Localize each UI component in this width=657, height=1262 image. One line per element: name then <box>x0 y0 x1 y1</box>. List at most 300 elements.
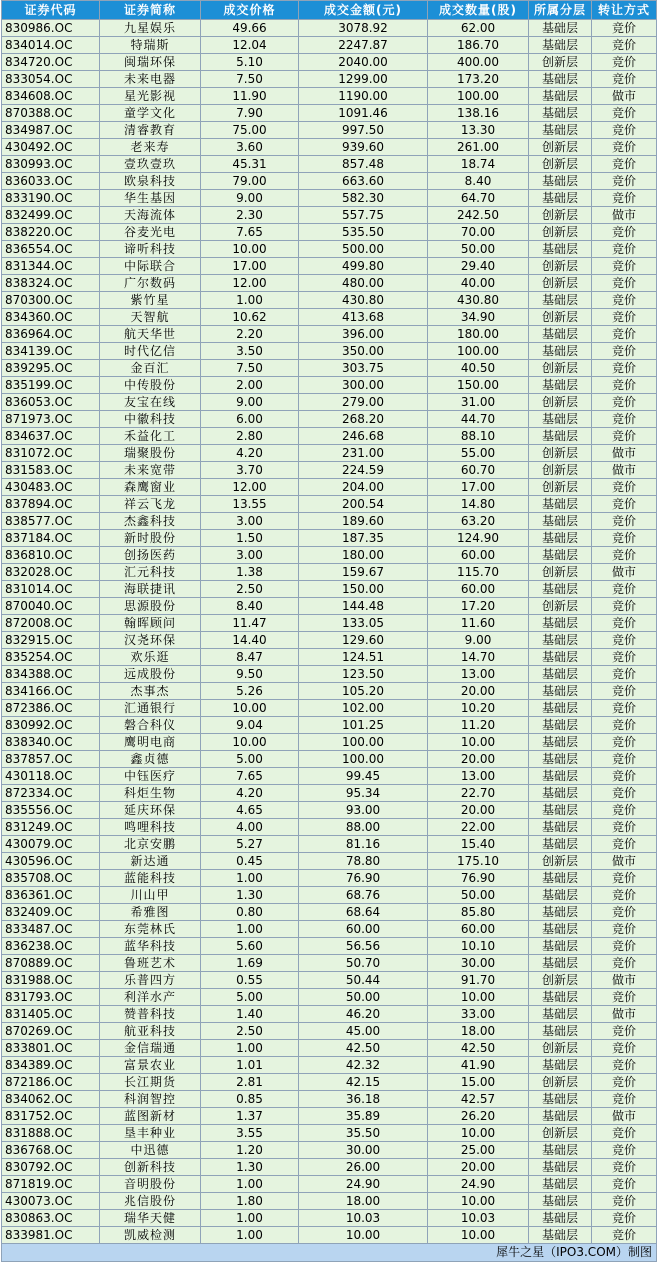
cell-price[interactable]: 1.38 <box>201 564 299 581</box>
table-row[interactable] <box>2 1074 657 1091</box>
cell-name[interactable]: 科炬生物 <box>100 785 201 802</box>
cell-method[interactable]: 竞价 <box>592 1023 657 1040</box>
cell-amount[interactable]: 30.00 <box>299 1142 428 1159</box>
table-row[interactable] <box>2 156 657 173</box>
cell-method[interactable]: 竞价 <box>592 309 657 326</box>
table-row[interactable] <box>2 1040 657 1057</box>
cell-amount[interactable]: 939.60 <box>299 139 428 156</box>
cell-method[interactable]: 竞价 <box>592 785 657 802</box>
cell-volume[interactable]: 50.00 <box>428 241 529 258</box>
cell-code[interactable]: 835556.OC <box>2 802 100 819</box>
cell-method[interactable]: 竞价 <box>592 921 657 938</box>
cell-code[interactable]: 430118.OC <box>2 768 100 785</box>
cell-amount[interactable]: 396.00 <box>299 326 428 343</box>
cell-price[interactable]: 9.00 <box>201 394 299 411</box>
cell-tier[interactable]: 基础层 <box>529 377 592 394</box>
cell-name[interactable]: 鸣哩科技 <box>100 819 201 836</box>
header-volume[interactable]: 成交数量(股) <box>428 1 529 20</box>
cell-volume[interactable]: 10.00 <box>428 1193 529 1210</box>
table-row[interactable] <box>2 581 657 598</box>
cell-method[interactable]: 竞价 <box>592 581 657 598</box>
cell-code[interactable]: 834062.OC <box>2 1091 100 1108</box>
cell-code[interactable]: 836053.OC <box>2 394 100 411</box>
cell-code[interactable]: 838340.OC <box>2 734 100 751</box>
cell-method[interactable]: 竞价 <box>592 904 657 921</box>
cell-name[interactable]: 中徽科技 <box>100 411 201 428</box>
cell-method[interactable]: 竞价 <box>592 802 657 819</box>
table-row[interactable] <box>2 207 657 224</box>
cell-code[interactable]: 836238.OC <box>2 938 100 955</box>
cell-code[interactable]: 831888.OC <box>2 1125 100 1142</box>
cell-code[interactable]: 834637.OC <box>2 428 100 445</box>
cell-code[interactable]: 836768.OC <box>2 1142 100 1159</box>
cell-method[interactable]: 做市 <box>592 207 657 224</box>
table-row[interactable] <box>2 173 657 190</box>
cell-amount[interactable]: 50.44 <box>299 972 428 989</box>
cell-price[interactable]: 4.20 <box>201 445 299 462</box>
cell-amount[interactable]: 1299.00 <box>299 71 428 88</box>
cell-price[interactable]: 9.50 <box>201 666 299 683</box>
table-row[interactable] <box>2 649 657 666</box>
cell-name[interactable]: 紫竹星 <box>100 292 201 309</box>
cell-method[interactable]: 做市 <box>592 1108 657 1125</box>
cell-volume[interactable]: 150.00 <box>428 377 529 394</box>
table-row[interactable] <box>2 88 657 105</box>
cell-amount[interactable]: 268.20 <box>299 411 428 428</box>
cell-price[interactable]: 10.00 <box>201 700 299 717</box>
cell-tier[interactable]: 创新层 <box>529 479 592 496</box>
cell-price[interactable]: 2.50 <box>201 581 299 598</box>
cell-method[interactable]: 竞价 <box>592 649 657 666</box>
cell-name[interactable]: 思源股份 <box>100 598 201 615</box>
cell-amount[interactable]: 500.00 <box>299 241 428 258</box>
cell-code[interactable]: 837857.OC <box>2 751 100 768</box>
cell-code[interactable]: 833487.OC <box>2 921 100 938</box>
table-row[interactable] <box>2 1057 657 1074</box>
table-row[interactable] <box>2 972 657 989</box>
cell-price[interactable]: 2.20 <box>201 326 299 343</box>
table-row[interactable] <box>2 615 657 632</box>
table-row[interactable] <box>2 785 657 802</box>
cell-price[interactable]: 3.50 <box>201 343 299 360</box>
cell-volume[interactable]: 50.00 <box>428 887 529 904</box>
cell-method[interactable]: 竞价 <box>592 751 657 768</box>
table-row[interactable] <box>2 938 657 955</box>
cell-price[interactable]: 9.00 <box>201 190 299 207</box>
cell-volume[interactable]: 24.90 <box>428 1176 529 1193</box>
cell-method[interactable]: 竞价 <box>592 615 657 632</box>
cell-method[interactable]: 竞价 <box>592 54 657 71</box>
cell-amount[interactable]: 78.80 <box>299 853 428 870</box>
cell-code[interactable]: 831249.OC <box>2 819 100 836</box>
cell-name[interactable]: 禾益化工 <box>100 428 201 445</box>
cell-name[interactable]: 东莞林氏 <box>100 921 201 938</box>
cell-name[interactable]: 鹰明电商 <box>100 734 201 751</box>
cell-price[interactable]: 9.04 <box>201 717 299 734</box>
cell-method[interactable]: 竞价 <box>592 1159 657 1176</box>
cell-amount[interactable]: 46.20 <box>299 1006 428 1023</box>
cell-price[interactable]: 7.50 <box>201 71 299 88</box>
cell-tier[interactable]: 基础层 <box>529 20 592 37</box>
cell-price[interactable]: 5.27 <box>201 836 299 853</box>
cell-amount[interactable]: 129.60 <box>299 632 428 649</box>
cell-name[interactable]: 鑫贞德 <box>100 751 201 768</box>
cell-code[interactable]: 430483.OC <box>2 479 100 496</box>
cell-code[interactable]: 834014.OC <box>2 37 100 54</box>
table-row[interactable] <box>2 292 657 309</box>
table-row[interactable] <box>2 1142 657 1159</box>
cell-price[interactable]: 3.55 <box>201 1125 299 1142</box>
cell-name[interactable]: 汉尧环保 <box>100 632 201 649</box>
cell-name[interactable]: 九星娱乐 <box>100 20 201 37</box>
table-row[interactable] <box>2 1023 657 1040</box>
cell-method[interactable]: 竞价 <box>592 173 657 190</box>
cell-volume[interactable]: 31.00 <box>428 394 529 411</box>
cell-code[interactable]: 835708.OC <box>2 870 100 887</box>
cell-code[interactable]: 838220.OC <box>2 224 100 241</box>
cell-volume[interactable]: 9.00 <box>428 632 529 649</box>
cell-name[interactable]: 金信瑞通 <box>100 1040 201 1057</box>
cell-amount[interactable]: 105.20 <box>299 683 428 700</box>
table-row[interactable] <box>2 445 657 462</box>
cell-tier[interactable]: 基础层 <box>529 428 592 445</box>
cell-amount[interactable]: 663.60 <box>299 173 428 190</box>
cell-name[interactable]: 童学文化 <box>100 105 201 122</box>
cell-code[interactable]: 834608.OC <box>2 88 100 105</box>
cell-price[interactable]: 8.40 <box>201 598 299 615</box>
cell-volume[interactable]: 55.00 <box>428 445 529 462</box>
table-row[interactable] <box>2 1176 657 1193</box>
table-row[interactable] <box>2 496 657 513</box>
cell-volume[interactable]: 60.00 <box>428 547 529 564</box>
cell-code[interactable]: 832499.OC <box>2 207 100 224</box>
cell-volume[interactable]: 22.00 <box>428 819 529 836</box>
cell-tier[interactable]: 基础层 <box>529 88 592 105</box>
cell-code[interactable]: 830863.OC <box>2 1210 100 1227</box>
cell-volume[interactable]: 29.40 <box>428 258 529 275</box>
table-row[interactable] <box>2 1108 657 1125</box>
cell-tier[interactable]: 基础层 <box>529 785 592 802</box>
cell-name[interactable]: 清睿教育 <box>100 122 201 139</box>
cell-amount[interactable]: 26.00 <box>299 1159 428 1176</box>
cell-tier[interactable]: 基础层 <box>529 1108 592 1125</box>
cell-amount[interactable]: 42.15 <box>299 1074 428 1091</box>
cell-method[interactable]: 做市 <box>592 853 657 870</box>
cell-volume[interactable]: 62.00 <box>428 20 529 37</box>
cell-name[interactable]: 广尔数码 <box>100 275 201 292</box>
cell-name[interactable]: 欧泉科技 <box>100 173 201 190</box>
cell-volume[interactable]: 22.70 <box>428 785 529 802</box>
cell-tier[interactable]: 基础层 <box>529 870 592 887</box>
cell-code[interactable]: 832915.OC <box>2 632 100 649</box>
cell-tier[interactable]: 创新层 <box>529 394 592 411</box>
cell-code[interactable]: 430073.OC <box>2 1193 100 1210</box>
cell-amount[interactable]: 2040.00 <box>299 54 428 71</box>
table-row[interactable] <box>2 309 657 326</box>
cell-method[interactable]: 竞价 <box>592 1074 657 1091</box>
table-row[interactable] <box>2 751 657 768</box>
cell-code[interactable]: 836033.OC <box>2 173 100 190</box>
cell-volume[interactable]: 42.57 <box>428 1091 529 1108</box>
cell-amount[interactable]: 499.80 <box>299 258 428 275</box>
cell-price[interactable]: 1.80 <box>201 1193 299 1210</box>
cell-price[interactable]: 1.37 <box>201 1108 299 1125</box>
cell-price[interactable]: 7.65 <box>201 224 299 241</box>
cell-price[interactable]: 12.00 <box>201 275 299 292</box>
table-row[interactable] <box>2 241 657 258</box>
cell-method[interactable]: 竞价 <box>592 71 657 88</box>
cell-tier[interactable]: 基础层 <box>529 717 592 734</box>
table-row[interactable] <box>2 921 657 938</box>
cell-code[interactable]: 872334.OC <box>2 785 100 802</box>
cell-tier[interactable]: 基础层 <box>529 513 592 530</box>
cell-method[interactable]: 竞价 <box>592 428 657 445</box>
cell-code[interactable]: 834166.OC <box>2 683 100 700</box>
cell-amount[interactable]: 102.00 <box>299 700 428 717</box>
cell-tier[interactable]: 基础层 <box>529 547 592 564</box>
header-price[interactable]: 成交价格 <box>201 1 299 20</box>
cell-code[interactable]: 832028.OC <box>2 564 100 581</box>
cell-name[interactable]: 凯威检测 <box>100 1227 201 1244</box>
cell-price[interactable]: 1.30 <box>201 887 299 904</box>
cell-amount[interactable]: 189.60 <box>299 513 428 530</box>
cell-price[interactable]: 7.50 <box>201 360 299 377</box>
cell-tier[interactable]: 基础层 <box>529 105 592 122</box>
table-row[interactable] <box>2 1210 657 1227</box>
cell-code[interactable]: 832409.OC <box>2 904 100 921</box>
cell-volume[interactable]: 11.20 <box>428 717 529 734</box>
cell-code[interactable]: 870889.OC <box>2 955 100 972</box>
cell-price[interactable]: 45.31 <box>201 156 299 173</box>
cell-name[interactable]: 音明股份 <box>100 1176 201 1193</box>
cell-price[interactable]: 5.26 <box>201 683 299 700</box>
cell-code[interactable]: 834720.OC <box>2 54 100 71</box>
cell-method[interactable]: 竞价 <box>592 819 657 836</box>
cell-volume[interactable]: 15.40 <box>428 836 529 853</box>
cell-name[interactable]: 磐合科仪 <box>100 717 201 734</box>
cell-amount[interactable]: 50.70 <box>299 955 428 972</box>
cell-name[interactable]: 未来宽带 <box>100 462 201 479</box>
cell-volume[interactable]: 20.00 <box>428 751 529 768</box>
cell-amount[interactable]: 42.32 <box>299 1057 428 1074</box>
cell-code[interactable]: 831014.OC <box>2 581 100 598</box>
cell-price[interactable]: 2.00 <box>201 377 299 394</box>
cell-amount[interactable]: 350.00 <box>299 343 428 360</box>
cell-name[interactable]: 华生基因 <box>100 190 201 207</box>
cell-volume[interactable]: 10.00 <box>428 989 529 1006</box>
cell-price[interactable]: 49.66 <box>201 20 299 37</box>
cell-method[interactable]: 竞价 <box>592 1176 657 1193</box>
cell-price[interactable]: 4.65 <box>201 802 299 819</box>
cell-price[interactable]: 1.00 <box>201 921 299 938</box>
cell-amount[interactable]: 1190.00 <box>299 88 428 105</box>
cell-code[interactable]: 831752.OC <box>2 1108 100 1125</box>
cell-method[interactable]: 竞价 <box>592 938 657 955</box>
cell-method[interactable]: 竞价 <box>592 955 657 972</box>
cell-tier[interactable]: 基础层 <box>529 938 592 955</box>
cell-code[interactable]: 872386.OC <box>2 700 100 717</box>
cell-code[interactable]: 836361.OC <box>2 887 100 904</box>
cell-volume[interactable]: 60.00 <box>428 581 529 598</box>
cell-volume[interactable]: 17.00 <box>428 479 529 496</box>
cell-volume[interactable]: 18.74 <box>428 156 529 173</box>
cell-method[interactable]: 竞价 <box>592 700 657 717</box>
cell-tier[interactable]: 创新层 <box>529 1074 592 1091</box>
cell-name[interactable]: 垦丰种业 <box>100 1125 201 1142</box>
cell-tier[interactable]: 基础层 <box>529 1091 592 1108</box>
cell-name[interactable]: 友宝在线 <box>100 394 201 411</box>
table-row[interactable] <box>2 54 657 71</box>
cell-amount[interactable]: 81.16 <box>299 836 428 853</box>
cell-code[interactable]: 831793.OC <box>2 989 100 1006</box>
cell-name[interactable]: 杰鑫科技 <box>100 513 201 530</box>
cell-amount[interactable]: 582.30 <box>299 190 428 207</box>
cell-volume[interactable]: 91.70 <box>428 972 529 989</box>
cell-name[interactable]: 鲁班艺术 <box>100 955 201 972</box>
cell-tier[interactable]: 基础层 <box>529 955 592 972</box>
cell-method[interactable]: 竞价 <box>592 1125 657 1142</box>
cell-tier[interactable]: 基础层 <box>529 751 592 768</box>
cell-tier[interactable]: 基础层 <box>529 989 592 1006</box>
cell-volume[interactable]: 64.70 <box>428 190 529 207</box>
cell-tier[interactable]: 基础层 <box>529 122 592 139</box>
table-row[interactable] <box>2 71 657 88</box>
cell-tier[interactable]: 基础层 <box>529 241 592 258</box>
cell-amount[interactable]: 76.90 <box>299 870 428 887</box>
cell-price[interactable]: 0.85 <box>201 1091 299 1108</box>
cell-code[interactable]: 870300.OC <box>2 292 100 309</box>
cell-code[interactable]: 872008.OC <box>2 615 100 632</box>
cell-method[interactable]: 竞价 <box>592 1227 657 1244</box>
cell-price[interactable]: 8.47 <box>201 649 299 666</box>
cell-code[interactable]: 830993.OC <box>2 156 100 173</box>
cell-price[interactable]: 1.00 <box>201 292 299 309</box>
cell-price[interactable]: 1.40 <box>201 1006 299 1023</box>
cell-amount[interactable]: 36.18 <box>299 1091 428 1108</box>
cell-tier[interactable]: 创新层 <box>529 564 592 581</box>
header-name[interactable]: 证券简称 <box>100 1 201 20</box>
cell-amount[interactable]: 124.51 <box>299 649 428 666</box>
cell-method[interactable]: 竞价 <box>592 734 657 751</box>
cell-amount[interactable]: 50.00 <box>299 989 428 1006</box>
cell-method[interactable]: 竞价 <box>592 37 657 54</box>
cell-volume[interactable]: 242.50 <box>428 207 529 224</box>
table-row[interactable] <box>2 411 657 428</box>
cell-price[interactable]: 10.00 <box>201 734 299 751</box>
cell-amount[interactable]: 144.48 <box>299 598 428 615</box>
cell-price[interactable]: 14.40 <box>201 632 299 649</box>
cell-name[interactable]: 延庆环保 <box>100 802 201 819</box>
cell-volume[interactable]: 14.80 <box>428 496 529 513</box>
table-row[interactable] <box>2 326 657 343</box>
cell-method[interactable]: 竞价 <box>592 1057 657 1074</box>
cell-volume[interactable]: 85.80 <box>428 904 529 921</box>
cell-amount[interactable]: 10.00 <box>299 1227 428 1244</box>
cell-code[interactable]: 871819.OC <box>2 1176 100 1193</box>
table-row[interactable] <box>2 683 657 700</box>
cell-price[interactable]: 75.00 <box>201 122 299 139</box>
table-row[interactable] <box>2 547 657 564</box>
cell-price[interactable]: 1.01 <box>201 1057 299 1074</box>
cell-price[interactable]: 2.50 <box>201 1023 299 1040</box>
cell-name[interactable]: 欢乐逛 <box>100 649 201 666</box>
cell-amount[interactable]: 279.00 <box>299 394 428 411</box>
cell-volume[interactable]: 44.70 <box>428 411 529 428</box>
cell-tier[interactable]: 基础层 <box>529 887 592 904</box>
cell-amount[interactable]: 187.35 <box>299 530 428 547</box>
cell-code[interactable]: 836964.OC <box>2 326 100 343</box>
table-row[interactable] <box>2 1125 657 1142</box>
table-row[interactable] <box>2 1006 657 1023</box>
cell-name[interactable]: 天海流体 <box>100 207 201 224</box>
table-row[interactable] <box>2 1227 657 1244</box>
table-row[interactable] <box>2 139 657 156</box>
cell-tier[interactable]: 基础层 <box>529 496 592 513</box>
cell-volume[interactable]: 10.00 <box>428 734 529 751</box>
cell-method[interactable]: 做市 <box>592 445 657 462</box>
cell-amount[interactable]: 413.68 <box>299 309 428 326</box>
cell-amount[interactable]: 99.45 <box>299 768 428 785</box>
cell-price[interactable]: 10.00 <box>201 241 299 258</box>
cell-tier[interactable]: 创新层 <box>529 207 592 224</box>
header-amount[interactable]: 成交金额(元) <box>299 1 428 20</box>
table-row[interactable] <box>2 360 657 377</box>
cell-name[interactable]: 特瑞斯 <box>100 37 201 54</box>
cell-amount[interactable]: 45.00 <box>299 1023 428 1040</box>
cell-amount[interactable]: 150.00 <box>299 581 428 598</box>
cell-volume[interactable]: 10.20 <box>428 700 529 717</box>
cell-code[interactable]: 870388.OC <box>2 105 100 122</box>
cell-method[interactable]: 竞价 <box>592 547 657 564</box>
cell-code[interactable]: 833190.OC <box>2 190 100 207</box>
cell-price[interactable]: 1.50 <box>201 530 299 547</box>
table-row[interactable] <box>2 479 657 496</box>
cell-name[interactable]: 汇通银行 <box>100 700 201 717</box>
cell-price[interactable]: 5.60 <box>201 938 299 955</box>
cell-name[interactable]: 杰事杰 <box>100 683 201 700</box>
cell-volume[interactable]: 13.00 <box>428 768 529 785</box>
cell-volume[interactable]: 186.70 <box>428 37 529 54</box>
cell-volume[interactable]: 42.50 <box>428 1040 529 1057</box>
cell-volume[interactable]: 13.00 <box>428 666 529 683</box>
cell-price[interactable]: 1.69 <box>201 955 299 972</box>
cell-volume[interactable]: 40.50 <box>428 360 529 377</box>
cell-name[interactable]: 森鹰窗业 <box>100 479 201 496</box>
cell-name[interactable]: 希雅图 <box>100 904 201 921</box>
cell-method[interactable]: 竞价 <box>592 717 657 734</box>
cell-price[interactable]: 4.20 <box>201 785 299 802</box>
cell-volume[interactable]: 14.70 <box>428 649 529 666</box>
cell-volume[interactable]: 26.20 <box>428 1108 529 1125</box>
cell-amount[interactable]: 557.75 <box>299 207 428 224</box>
cell-tier[interactable]: 基础层 <box>529 1023 592 1040</box>
cell-code[interactable]: 834360.OC <box>2 309 100 326</box>
cell-price[interactable]: 10.62 <box>201 309 299 326</box>
cell-name[interactable]: 翰晖顾问 <box>100 615 201 632</box>
cell-method[interactable]: 竞价 <box>592 496 657 513</box>
cell-name[interactable]: 瑞华天健 <box>100 1210 201 1227</box>
cell-name[interactable]: 谛听科技 <box>100 241 201 258</box>
cell-tier[interactable]: 基础层 <box>529 326 592 343</box>
cell-amount[interactable]: 997.50 <box>299 122 428 139</box>
cell-tier[interactable]: 创新层 <box>529 462 592 479</box>
cell-name[interactable]: 中迅德 <box>100 1142 201 1159</box>
cell-amount[interactable]: 24.90 <box>299 1176 428 1193</box>
cell-amount[interactable]: 300.00 <box>299 377 428 394</box>
cell-tier[interactable]: 基础层 <box>529 1159 592 1176</box>
cell-amount[interactable]: 3078.92 <box>299 20 428 37</box>
table-row[interactable] <box>2 564 657 581</box>
